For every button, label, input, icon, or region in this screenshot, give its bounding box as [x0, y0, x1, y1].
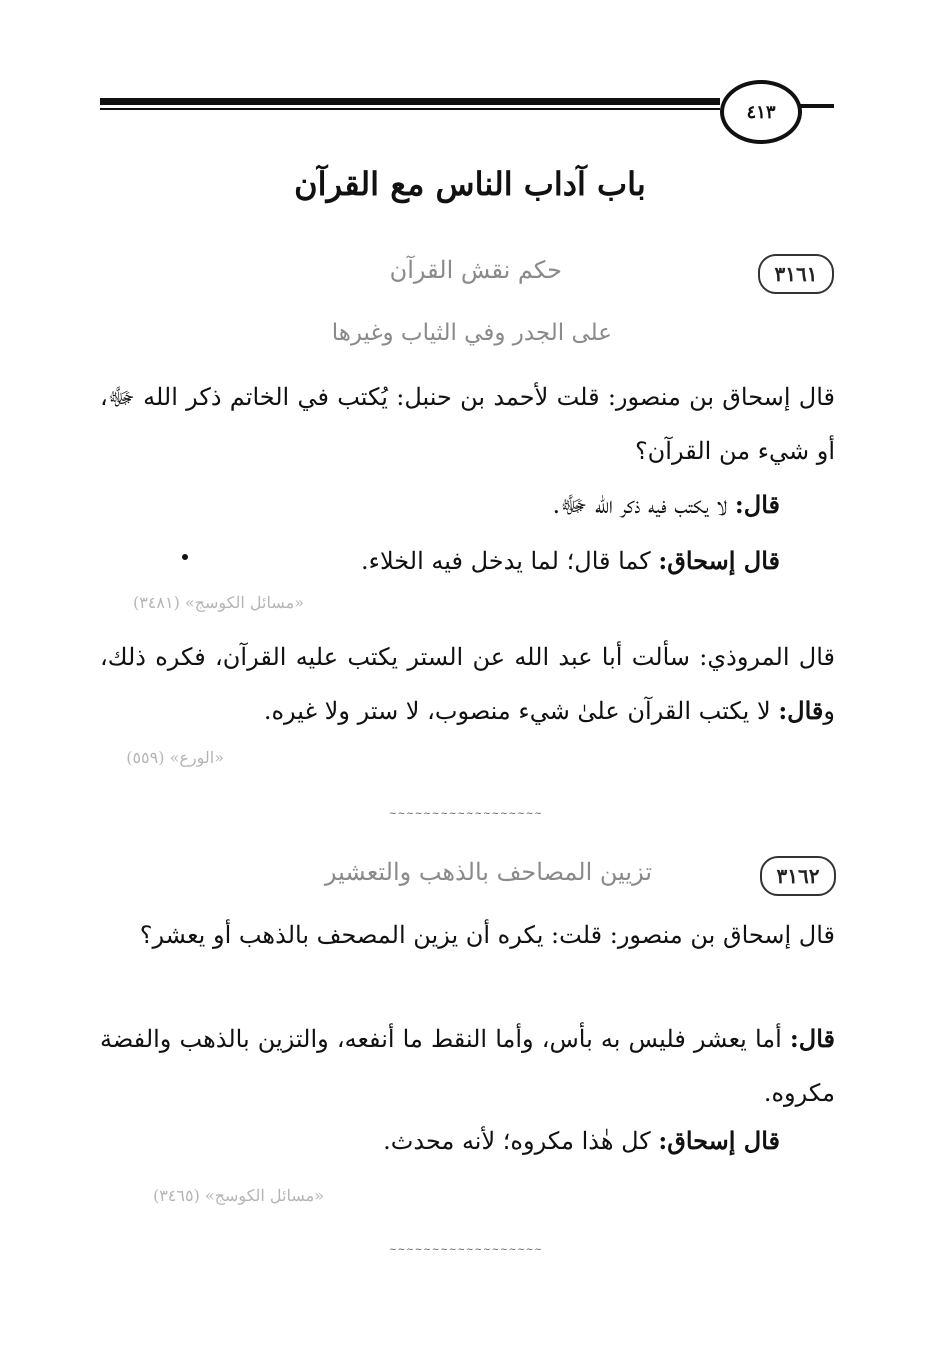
section-title: تزيين المصاحف بالذهب والتعشير — [324, 858, 652, 886]
ornamental-divider: ~~~~~~~~~~~~~~~~~~ — [389, 1246, 543, 1254]
section-number-badge: ٣١٦١ — [758, 254, 834, 294]
paragraph: قال إسحاق بن منصور: قلت: يكره أن يزين المصحف بالذهب أو يعشر؟ — [139, 921, 835, 949]
header-rule-right — [800, 104, 834, 108]
answer-line — [100, 1126, 780, 1155]
source-citation: «مسائل الكوسج» (٣٤٦٥) — [152, 1186, 324, 1205]
paragraph-text: لا يكتب القرآن علىٰ شيء منصوب، لا ستر ولا غيره. — [263, 697, 779, 725]
answer-line — [100, 490, 780, 525]
speaker-label: قال إسحاق: — [658, 546, 780, 575]
paragraph — [100, 630, 835, 738]
answer-line — [100, 546, 780, 575]
paragraph — [100, 1012, 835, 1120]
header-rule — [100, 98, 720, 114]
chapter-title: باب آداب الناس مع القرآن — [294, 165, 646, 203]
paragraph: قال إسحاق بن منصور: قلت لأحمد بن حنبل: يُكتب في الخاتم ذكر الله ﷻ، أو شيء من القرآن؟ — [100, 383, 835, 465]
speaker-label: قال: — [734, 490, 780, 519]
section-subtitle: على الجدر وفي الثياب وغيرها — [331, 320, 612, 346]
source-citation: «مسائل الكوسج» (٣٤٨١) — [132, 593, 304, 612]
page-number: ٤١٣ — [720, 80, 802, 144]
answer-text: لا يكتب فيه ذكر الله ﷻ. — [552, 491, 735, 519]
answer-text: كل هٰذا مكروه؛ لأنه محدث. — [383, 1127, 659, 1155]
section-title: حكم نقش القرآن — [389, 256, 562, 284]
paragraph-text: قال المروذي: سألت أبا عبد الله عن الستر يكتب عليه القرآن، فكره ذلك، و — [100, 643, 835, 725]
speaker-label: قال: — [778, 696, 824, 725]
speaker-label: قال إسحاق: — [658, 1126, 780, 1155]
ornamental-divider: ~~~~~~~~~~~~~~~~~~ — [389, 810, 543, 818]
paragraph-text: أما يعشر فليس به بأس، وأما النقط ما أنفعه، والتزين بالذهب والفضة مكروه. — [100, 1025, 835, 1107]
answer-text: كما قال؛ لما يدخل فيه الخلاء. — [361, 547, 659, 575]
section-number-badge: ٣١٦٢ — [760, 856, 836, 896]
speaker-label: قال: — [789, 1024, 835, 1053]
stray-dot — [182, 554, 188, 560]
source-citation: «الورع» (٥٥٩) — [126, 748, 224, 767]
